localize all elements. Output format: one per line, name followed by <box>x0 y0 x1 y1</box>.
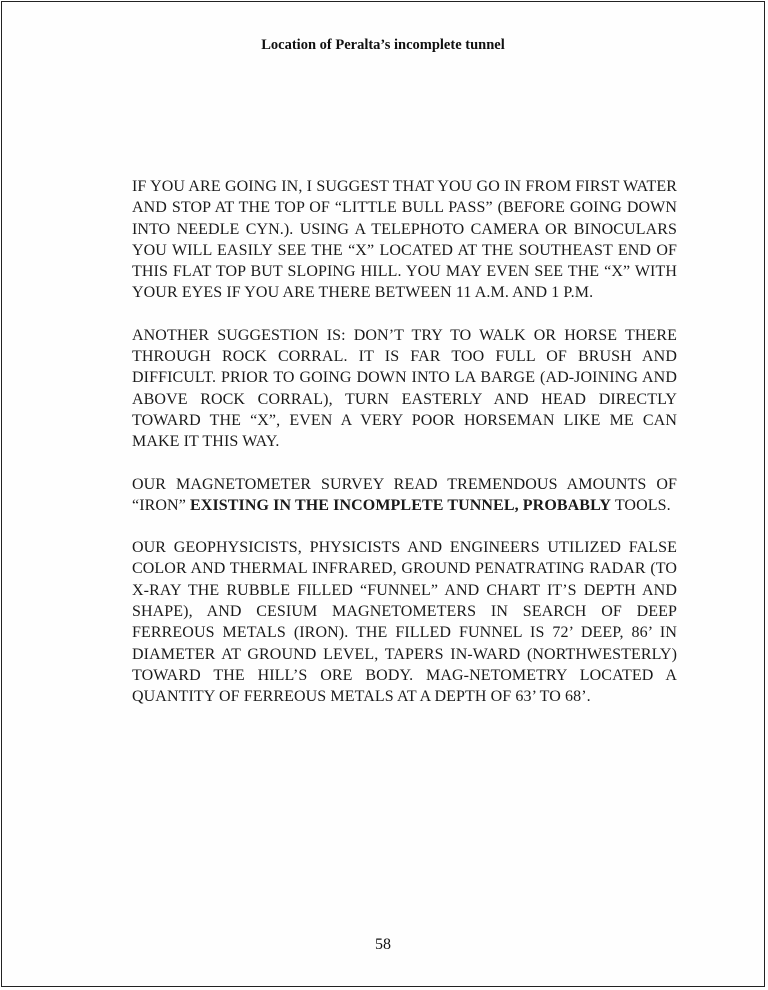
paragraph-3 <box>132 474 677 517</box>
paragraph-2: ANOTHER SUGGESTION IS: DON’T TRY TO WALK OR HORSE THERE THROUGH ROCK CORRAL. IT IS FAR TOO FULL OF BRUSH AND DIFFICULT. PRIOR TO GOING DOWN INTO LA BARGE (AD-JOINING AND ABOVE ROCK CORRAL), TURN EASTERLY AND HEAD DIRECTLY TOWARD THE “X”, EVEN A VERY POOR HORSEMAN LIKE ME CAN MAKE IT THIS WAY. <box>132 326 677 451</box>
document-page <box>1 1 765 987</box>
page-number: 58 <box>375 936 391 953</box>
body-text <box>132 176 677 729</box>
paragraph-3-text: OUR MAGNETOMETER SURVEY READ TREMENDOUS AMOUNTS OF “IRON” <box>132 475 677 514</box>
paragraph-1: IF YOU ARE GOING IN, I SUGGEST THAT YOU GO IN FROM FIRST WATER AND STOP AT THE TOP OF “LITTLE BULL PASS” (BEFORE GOING DOWN INTO NEEDLE CYN.). USING A TELEPHOTO CAMERA OR BINOCULARS YOU WILL EASILY SEE THE “X” LOCATED AT THE SOUTHEAST END OF THIS FLAT TOP BUT SLOPING HILL. YOU MAY EVEN SEE THE “X” WITH YOUR EYES IF YOU ARE THERE BETWEEN 11 A.M. AND 1 P.M. <box>132 178 677 302</box>
page-title: Location of Peralta’s incomplete tunnel <box>261 37 505 53</box>
paragraph-4: OUR GEOPHYSICISTS, PHYSICISTS AND ENGINEERS UTILIZED FALSE COLOR AND THERMAL INFRARED, GROUND PENATRATING RADAR (TO X-RAY THE RUBBLE FILLED “FUNNEL” AND CHART IT’S DEPTH AND SHAPE), AND CESIUM MAGNETOMETERS IN SEARCH OF DEEP FERREOUS METALS (IRON). THE FILLED FUNNEL IS 72’ DEEP, 86’ IN DIAMETER AT GROUND LEVEL, TAPERS IN-WARD (NORTHWESTERLY) TOWARD THE HILL’S ORE BODY. MAG-NETOMETRY LOCATED A QUANTITY OF FERREOUS METALS AT A DEPTH OF 63’ TO 68’. <box>132 539 677 706</box>
paragraph-3-tail: TOOLS. <box>614 496 671 514</box>
paragraph-3-bold-text: EXISTING IN THE INCOMPLETE TUNNEL, PROBABLY <box>190 496 612 514</box>
